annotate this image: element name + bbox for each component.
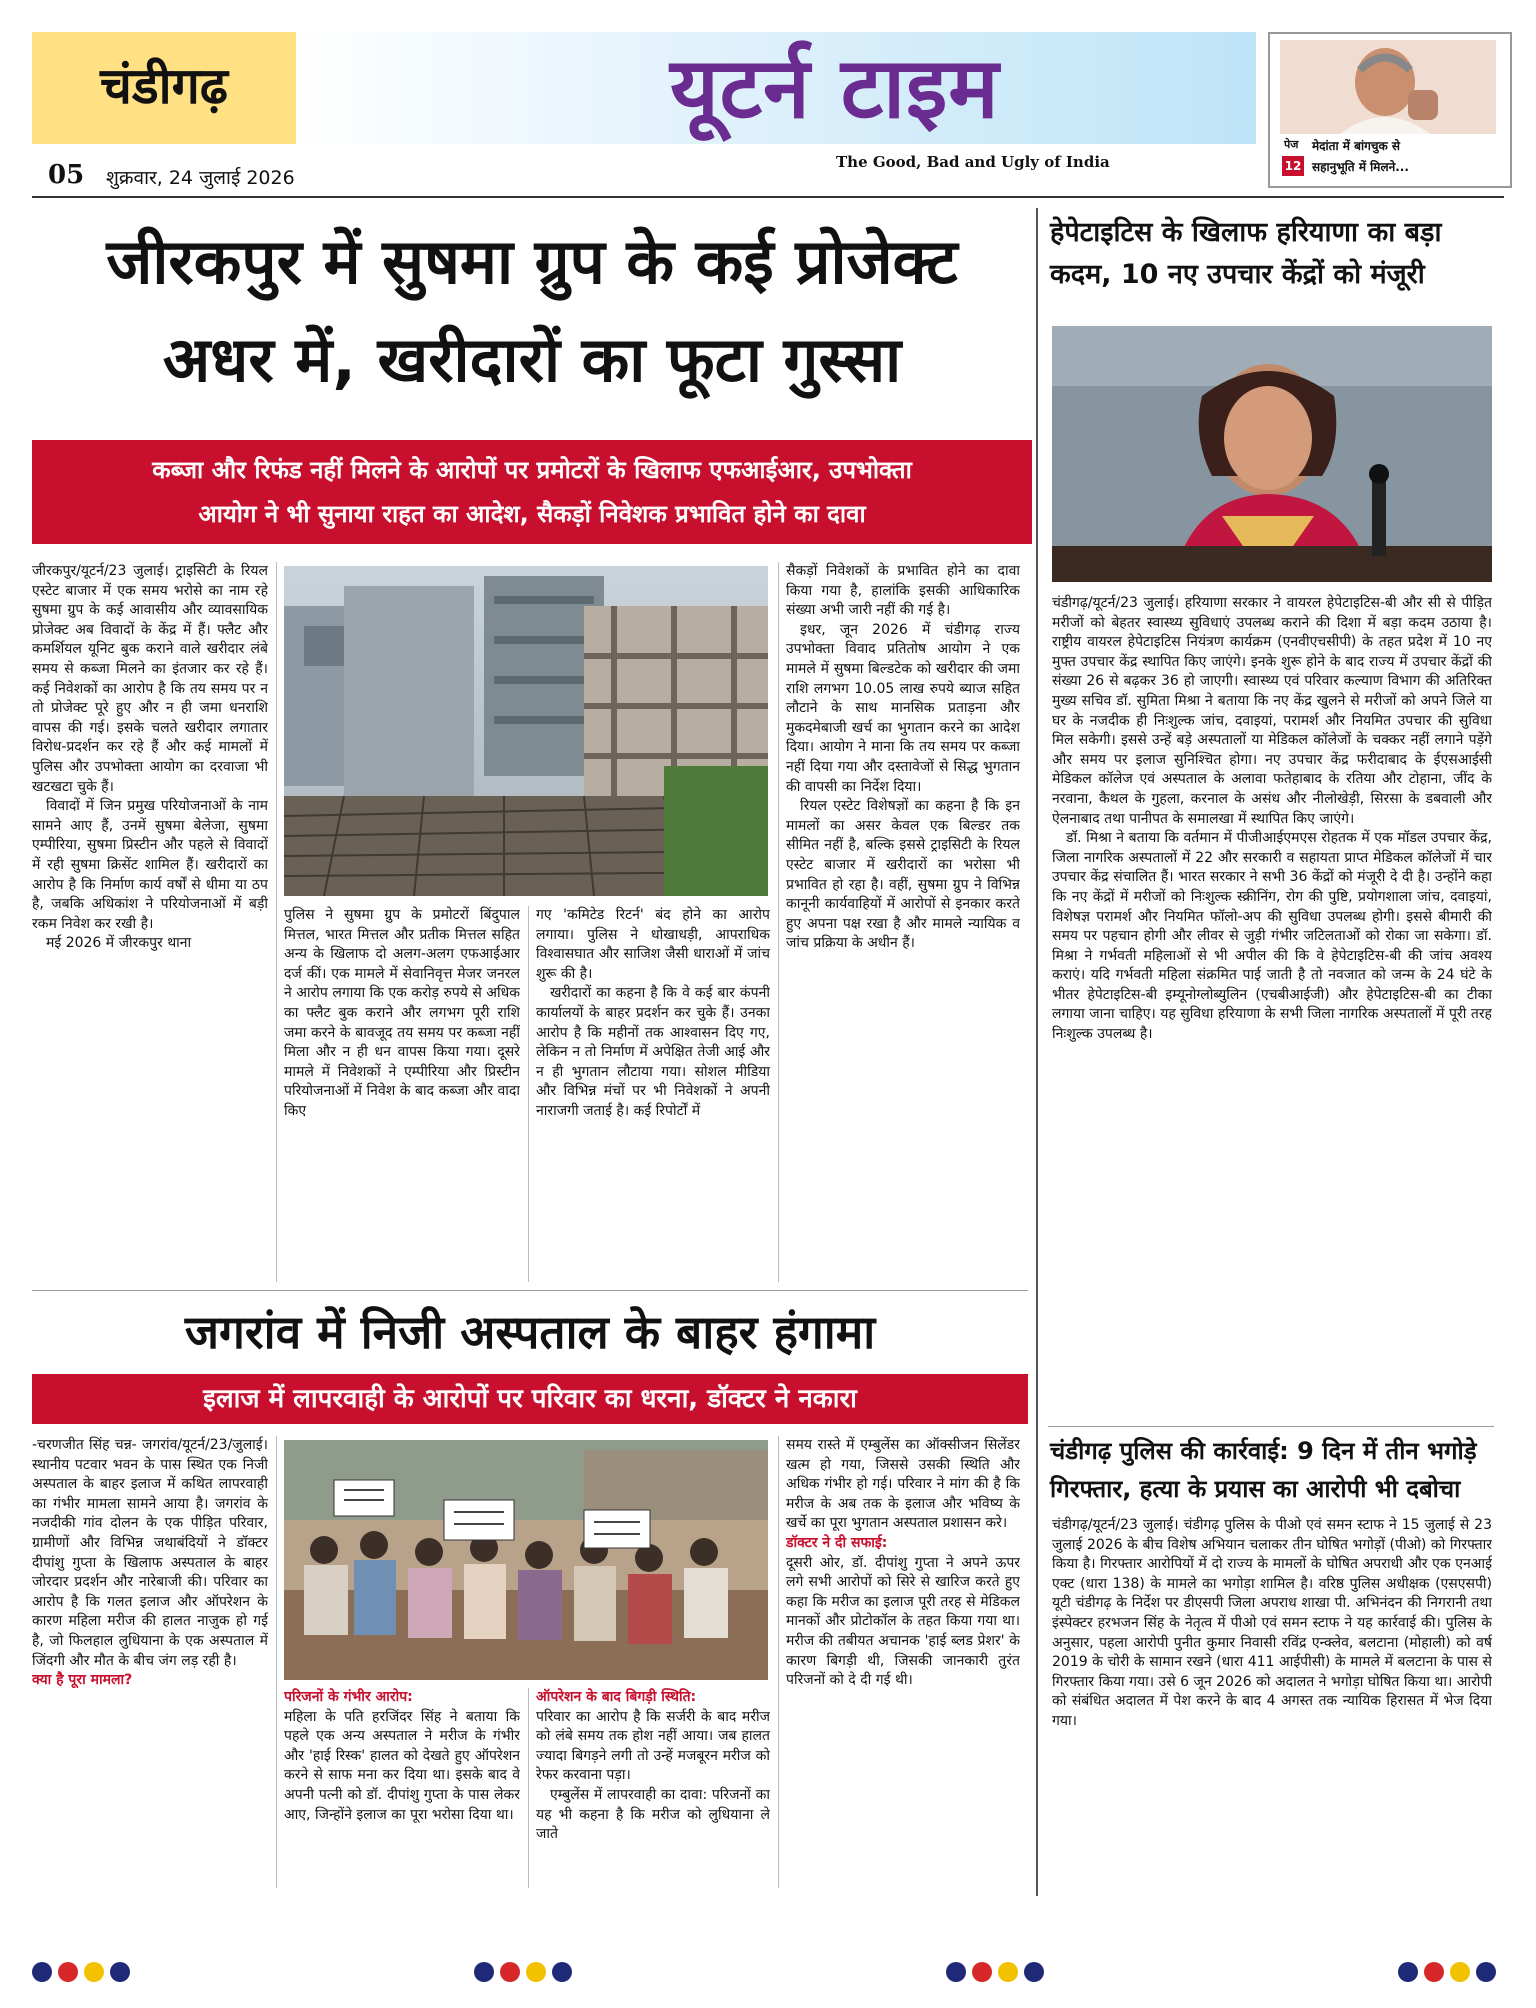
footer-dot — [998, 1962, 1018, 1982]
story1-column-3 — [536, 906, 770, 1286]
story2-col4-para1: समय रास्ते में एम्बुलेंस का ऑक्सीजन सिलेंडर खत्म हो गया, जिससे उसकी स्थिति और अधिक गंभीर हो गई। परिवार ने मांग की है कि मरीज के अब तक के इलाज और भविष्य के खर्चे का पूरा भुगतान अस्पताल प्रशासन करे। — [786, 1437, 1020, 1532]
masthead — [0, 0, 1536, 200]
footer-dot — [1476, 1962, 1496, 1982]
teaser-line-2: सहानुभूति में मिलने... — [1312, 160, 1409, 174]
story4-headline: चंडीगढ़ पुलिस की कार्रवाई: 9 दिन में तीन भगोड़े गिरफ्तार, हत्या के प्रयास का आरोपी भी दबोचा — [1050, 1437, 1477, 1503]
story2-column-4 — [786, 1436, 1020, 1896]
column-rule — [778, 1436, 779, 1888]
issue-date: शुक्रवार, 24 जुलाई 2026 — [106, 167, 295, 189]
story2-deck-text: इलाज में लापरवाही के आरोपों पर परिवार का धरना, डॉक्टर ने नकारा — [203, 1384, 857, 1414]
column-rule — [276, 1436, 277, 1888]
newspaper-title: यूटर्न टाइम — [670, 39, 1000, 137]
story2-column-3 — [536, 1688, 770, 1898]
page-number: 05 — [48, 160, 85, 190]
footer-dots-center — [474, 1962, 578, 1986]
story2-col2-para1: महिला के पति हरजिंदर सिंह ने बताया कि पहले एक अन्य अस्पताल ने मरीज के गंभीर और 'हाई रिस्क' हालत को देखते हुए ऑपरेशन करने से साफ मना कर दिया था। इसके बाद वे अपनी पत्नी को डॉ. दीपांशु गुप्ता के पास लेकर आए, जिन्होंने इलाज का पूरा भरोसा दिया था। — [284, 1708, 520, 1823]
masthead-divider — [32, 196, 1504, 198]
story2-headline: जगरांव में निजी अस्पताल के बाहर हंगामा — [184, 1305, 876, 1359]
story1-deck-line1: कब्जा और रिफंड नहीं मिलने के आरोपों पर प्रमोटरों के खिलाफ एफआईआर, उपभोक्ता — [152, 456, 912, 484]
tagline: The Good, Bad and Ugly of India — [836, 153, 1110, 171]
story3-para2: डॉ. मिश्रा ने बताया कि वर्तमान में पीजीआईएमएस रोहतक में एक मॉडल उपचार केंद्र, जिला नागरिक अस्पतालों में 22 और सरकारी व सहायता प्राप्त मेडिकल कॉलेजों में चार उपचार केंद्र संचालित हैं। भारत सरकार ने सभी 36 केंद्रों को मंजूरी दे दी है। उन्होंने कहा कि नए केंद्रों में मरीजों को निःशुल्क स्क्रीनिंग, रोग की पुष्टि, प्रयोगशाला जांच, दवाइयां, विशेषज्ञ परामर्श और नियमित फॉलो-अप की सुविधा उपलब्ध होगी। इससे बीमारी की समय पर पहचान होगी और लीवर से जुड़ी गंभीर जटिलताओं को रोका जा सकेगा। डॉ. मिश्रा ने गर्भवती महिलाओं से भी अपील की कि वे हेपेटाइटिस-बी की जांच अवश्य कराएं। यदि गर्भवती महिला संक्रमित पाई जाती है तो नवजात को जन्म के 24 घंटे के भीतर हेपेटाइटिस-बी इम्यूनोग्लोब्युलिन (एचबीआईजी) और हेपेटाइटिस-बी का टीका लगाया जाना चाहिए। यह सुविधा हरियाणा के सभी जिला नागरिक अस्पतालों में पूरी तरह निःशुल्क उपलब्ध है। — [1052, 830, 1492, 1043]
footer-dot — [1398, 1962, 1418, 1982]
column-rule — [276, 562, 277, 1282]
column-rule — [528, 1688, 529, 1888]
column-rule — [528, 906, 529, 1282]
story2-column-2 — [284, 1688, 520, 1898]
story-divider — [32, 1290, 1028, 1291]
footer-dots-center-right — [946, 1962, 1050, 1986]
story2-column-1 — [32, 1436, 268, 1896]
story2-col1-subhead: क्या है पूरा मामला? — [32, 1672, 133, 1689]
story2-col2-subhead: परिजनों के गंभीर आरोप: — [284, 1689, 413, 1705]
story2-col4-subhead: डॉक्टर ने दी सफाई: — [786, 1534, 888, 1551]
footer-dot — [58, 1962, 78, 1982]
story1-headline-line2: अधर में, खरीदारों का फूटा गुस्सा — [162, 323, 902, 396]
story1-col1-para2: विवादों में जिन प्रमुख परियोजनाओं के नाम सामने आए हैं, उनमें सुषमा बेलेजा, सुषमा एम्पीरिया, सुषमा प्रिस्टीन और पहले से विवादों में रही सुषमा क्रिसेंट शामिल हैं। खरीदारों का आरोप है कि निर्माण कार्य वर्षों से धीमा या ठप है, जबकि अधिकांश ने परियोजनाओं में बड़ी रकम निवेश कर रखी है। — [32, 798, 268, 932]
footer-dots-left — [32, 1962, 136, 1986]
story3-official-photo — [1052, 326, 1492, 582]
story1-headline-line1: जीरकपुर में सुषमा ग्रुप के कई प्रोजेक्ट — [106, 225, 958, 298]
story2-protest-photo — [284, 1440, 768, 1680]
story3-para1: चंडीगढ़/यूटर्न/23 जुलाई। हरियाणा सरकार ने वायरल हेपेटाइटिस-बी और सी से पीड़ित मरीजों को बेहतर स्वास्थ्य सुविधाएं उपलब्ध कराने की दिशा में बड़ा कदम उठाया है। राष्ट्रीय वायरल हेपेटाइटिस नियंत्रण कार्यक्रम (एनवीएचसीपी) के तहत प्रदेश में 10 नए मुफ्त उपचार केंद्र स्थापित किए जाएंगे। इनके शुरू होने के बाद राज्य में उपचार केंद्रों की संख्या 26 से बढ़कर 36 हो जाएगी। स्वास्थ्य एवं परिवार कल्याण विभाग की अतिरिक्त मुख्य सचिव डॉ. सुमिता मिश्रा ने बताया कि नए केंद्र खुलने से मरीजों को अपने जिले या घर के नजदीक ही निःशुल्क जांच, दवाइयां, परामर्श और नियमित उपचार की सुविधा मिल सकेगी। इससे उन्हें बड़े अस्पतालों या मेडिकल कॉलेजों के चक्कर नहीं लगाने पड़ेंगे और समय पर इलाज सुनिश्चित होगा। नए उपचार केंद्र फरीदाबाद के ईएसआईसी मेडिकल कॉलेज एवं अस्पताल के अलावा फतेहाबाद के रतिया और टोहाना, जींद के नरवाना, कैथल के गुहला, करनाल के असंध और नीलोखेड़ी, सिरसा के डबवाली और ऐलनाबाद तथा पानीपत के समालखा में स्थापित किए जाएंगे। — [1052, 595, 1492, 827]
city-name: चंडीगढ़ — [100, 57, 228, 115]
story2-col4-para2: दूसरी ओर, डॉ. दीपांशु गुप्ता ने अपने ऊपर लगे सभी आरोपों को सिरे से खारिज करते हुए कहा कि मरीज का इलाज पूरी तरह से मेडिकल मानकों और प्रोटोकॉल के तहत किया गया था। मरीज की तबीयत अचानक 'हाई ब्लड प्रेशर' के कारण बिगड़ी थी, जिसकी जानकारी तुरंत परिजनों को दे दी गई थी। — [786, 1554, 1020, 1689]
footer-dot — [474, 1962, 494, 1982]
footer-dot — [1024, 1962, 1044, 1982]
story1-column-2 — [284, 906, 520, 1286]
story1-col3-para1: गए 'कमिटेड रिटर्न' बंद होने का आरोप लगाया। पुलिस ने धोखाधड़ी, आपराधिक विश्वासघात और साजिश जैसी धाराओं में जांच शुरू की है। — [536, 907, 770, 982]
story1-col3-para2: खरीदारों का कहना है कि वे कई बार कंपनी कार्यालयों के बाहर प्रदर्शन कर चुके हैं। उनका आरोप है कि महीनों तक आश्वासन दिए गए, लेकिन न तो निर्माण में अपेक्षित तेजी आई और न ही भुगतान लौटाया गया। सोशल मीडिया और विभिन्न मंचों पर भी निवेशकों ने अपनी नाराजगी जताई है। कई रिपोर्टों में — [536, 985, 770, 1119]
story2-col3-para1: परिवार का आरोप है कि सर्जरी के बाद मरीज को लंबे समय तक होश नहीं आया। जब हालत ज्यादा बिगड़ने लगी तो उन्हें मजबूरन मरीज को रेफर करवाना पड़ा। — [536, 1708, 770, 1784]
sidebar-rule — [1036, 208, 1038, 1896]
sidebar-divider — [1048, 1426, 1494, 1427]
footer-dot — [32, 1962, 52, 1982]
footer-dot — [946, 1962, 966, 1982]
story1-col4-para2: इधर, जून 2026 में चंडीगढ़ राज्य उपभोक्ता विवाद प्रतितोष आयोग ने एक मामले में सुषमा बिल्डटेक को खरीदार की जमा राशि लगभग 10.05 लाख रुपये ब्याज सहित लौटाने के साथ मानसिक प्रताड़ना और मुकदमेबाजी खर्च का भुगतान करने का आदेश दिया। आयोग ने माना कि तय समय पर कब्जा नहीं दिया गया और दस्तावेजों से सिद्ध भुगतान की वापसी का निर्देश दिया। — [786, 621, 1020, 795]
story2-col3-para2: एम्बुलेंस में लापरवाही का दावा: परिजनों का यह भी कहना है कि मरीज को लुधियाना ले जाते — [536, 1786, 770, 1843]
story2-col3-subhead: ऑपरेशन के बाद बिगड़ी स्थिति: — [536, 1689, 697, 1705]
footer-dot — [526, 1962, 546, 1982]
story1-col4-para1: सैकड़ों निवेशकों के प्रभावित होने का दावा किया गया है, हालांकि इसकी आधिकारिक संख्या अभी जारी नहीं की गई है। — [786, 563, 1020, 619]
footer-dot — [552, 1962, 572, 1982]
teaser-photo — [1280, 40, 1496, 134]
footer-dot — [110, 1962, 130, 1982]
footer-dots-right — [1398, 1962, 1502, 1986]
story2-col1-para1: -चरणजीत सिंह चन्न- जगरांव/यूटर्न/23/जुलाई। स्थानीय पटवार भवन के पास स्थित एक निजी अस्पताल के बाहर इलाज में कथित लापरवाही का गंभीर मामला सामने आया है। जगरांव के नजदीकी गांव दोलन के एक पीड़ित परिवार, ग्रामीणों और विभिन्न जथाबंदियों ने डॉक्टर दीपांशु गुप्ता के खिलाफ अस्पताल के बाहर जोरदार प्रदर्शन और नारेबाजी की। परिवार का आरोप है कि गलत इलाज और ऑपरेशन के कारण महिला मरीज की हालत नाजुक हो गई है, जो फिलहाल लुधियाना के एक अस्पताल में जिंदगी और मौत के बीच जंग लड़ रही है। — [32, 1437, 268, 1669]
story3-headline: हेपेटाइटिस के खिलाफ हरियाणा का बड़ा कदम, 10 नए उपचार केंद्रों को मंजूरी — [1050, 217, 1442, 290]
footer-dot — [84, 1962, 104, 1982]
teaser-page-label: पेज — [1284, 138, 1299, 151]
story3-body — [1052, 594, 1492, 1424]
story1-column-1 — [32, 562, 268, 1282]
story4-para1: चंडीगढ़/यूटर्न/23 जुलाई। चंडीगढ़ पुलिस के पीओ एवं समन स्टाफ ने 15 जुलाई से 23 जुलाई 2026 के बीच विशेष अभियान चलाकर तीन घोषित भगोड़ों (पीओ) को गिरफ्तार किया है। गिरफ्तार आरोपियों में दो राज्य के मामलों के घोषित अपराधी और एक एनआई एक्ट (धारा 138) के मामले का भगोड़ा शामिल है। वरिष्ठ पुलिस अधीक्षक (एसएसपी) यूटी चंडीगढ़ के निर्देश पर डीएसपी जिला अपराध शाखा पी. अभिनंदन की निगरानी तथा इंस्पेक्टर हरभजन सिंह के नेतृत्व में पीओ एवं समन स्टाफ ने यह कार्रवाई की। पुलिस के अनुसार, पहला आरोपी पुनीत कुमार निवासी रविंद्र एन्क्लेव, बलटाना (मोहाली) को वर्ष 2019 के चोरी के सामान रखने (धारा 411 आईपीसी) के मामले में बलटाना के पास से गिरफ्तार किया गया। उसे 6 जून 2026 को अदालत ने भगोड़ा घोषित किया था। आरोपी को संबंधित अदालत में पेश करने के बाद 4 अगस्त तक न्यायिक हिरासत में भेज दिया गया। — [1052, 1517, 1492, 1729]
story1-column-4 — [786, 562, 1020, 1286]
footer-dot — [1424, 1962, 1444, 1982]
teaser-page-number: 12 — [1282, 156, 1304, 176]
story1-deck-line2: आयोग ने भी सुनाया राहत का आदेश, सैकड़ों निवेशक प्रभावित होने का दावा — [198, 500, 866, 528]
story1-col4-para3: रियल एस्टेट विशेषज्ञों का कहना है कि इन मामलों का असर केवल एक बिल्डर तक सीमित नहीं है, बल्कि इससे ट्राइसिटी के रियल एस्टेट बाजार में खरीदारों का भरोसा भी प्रभावित हो रहा है। वहीं, सुषमा ग्रुप ने विभिन्न कानूनी कार्यवाहियों में आरोपों से इनकार करते हुए अपना पक्ष रखा है और मामले न्यायिक व जांच प्रक्रिया के अधीन हैं। — [786, 798, 1020, 952]
story1-col2-para1: पुलिस ने सुषमा ग्रुप के प्रमोटरों बिंदुपाल मित्तल, भारत मित्तल और प्रतीक मित्तल सहित अन्य के खिलाफ दो अलग-अलग एफआईआर दर्ज कीं। एक मामले में सेवानिवृत्त मेजर जनरल ने आरोप लगाया कि एक करोड़ रुपये से अधिक का फ्लैट बुक कराने और लगभग पूरी राशि जमा करने के बावजूद तय समय पर कब्जा नहीं मिला और न ही धन वापस किया गया। दूसरे मामले में निवेशकों ने एम्पीरिया और प्रिस्टीन परियोजनाओं में निवेश के बाद कब्जा और वादा किए — [284, 907, 520, 1119]
teaser-line-1: मेदांता में बांगचुक से — [1312, 139, 1400, 153]
footer-dot — [972, 1962, 992, 1982]
footer-dot — [1450, 1962, 1470, 1982]
column-rule — [778, 562, 779, 1282]
footer-dot — [500, 1962, 520, 1982]
story1-construction-photo — [284, 566, 768, 896]
story1-col1-para3: मई 2026 में जीरकपुर थाना — [46, 935, 192, 952]
story1-col1-para1: जीरकपुर/यूटर्न/23 जुलाई। ट्राइसिटी के रियल एस्टेट बाजार में एक समय भरोसे का नाम रहे सुषमा ग्रुप के कई आवासीय और व्यावसायिक प्रोजेक्ट अब विवादों के केंद्र में हैं। फ्लैट और कमर्शियल यूनिट बुक कराने वाले खरीदार लंबे समय से कब्जा मिलने का इंतजार कर रहे हैं। कई निवेशकों का आरोप है कि तय समय पर न तो प्रोजेक्ट पूरे हुए और न ही जमा धनराशि वापस की गई। इसके चलते खरीदार लगातार विरोध-प्रदर्शन कर रहे हैं और कई मामलों में पुलिस और उपभोक्ता आयोग का दरवाजा भी खटखटा चुके हैं। — [32, 563, 268, 795]
story4-body — [1052, 1516, 1492, 1896]
